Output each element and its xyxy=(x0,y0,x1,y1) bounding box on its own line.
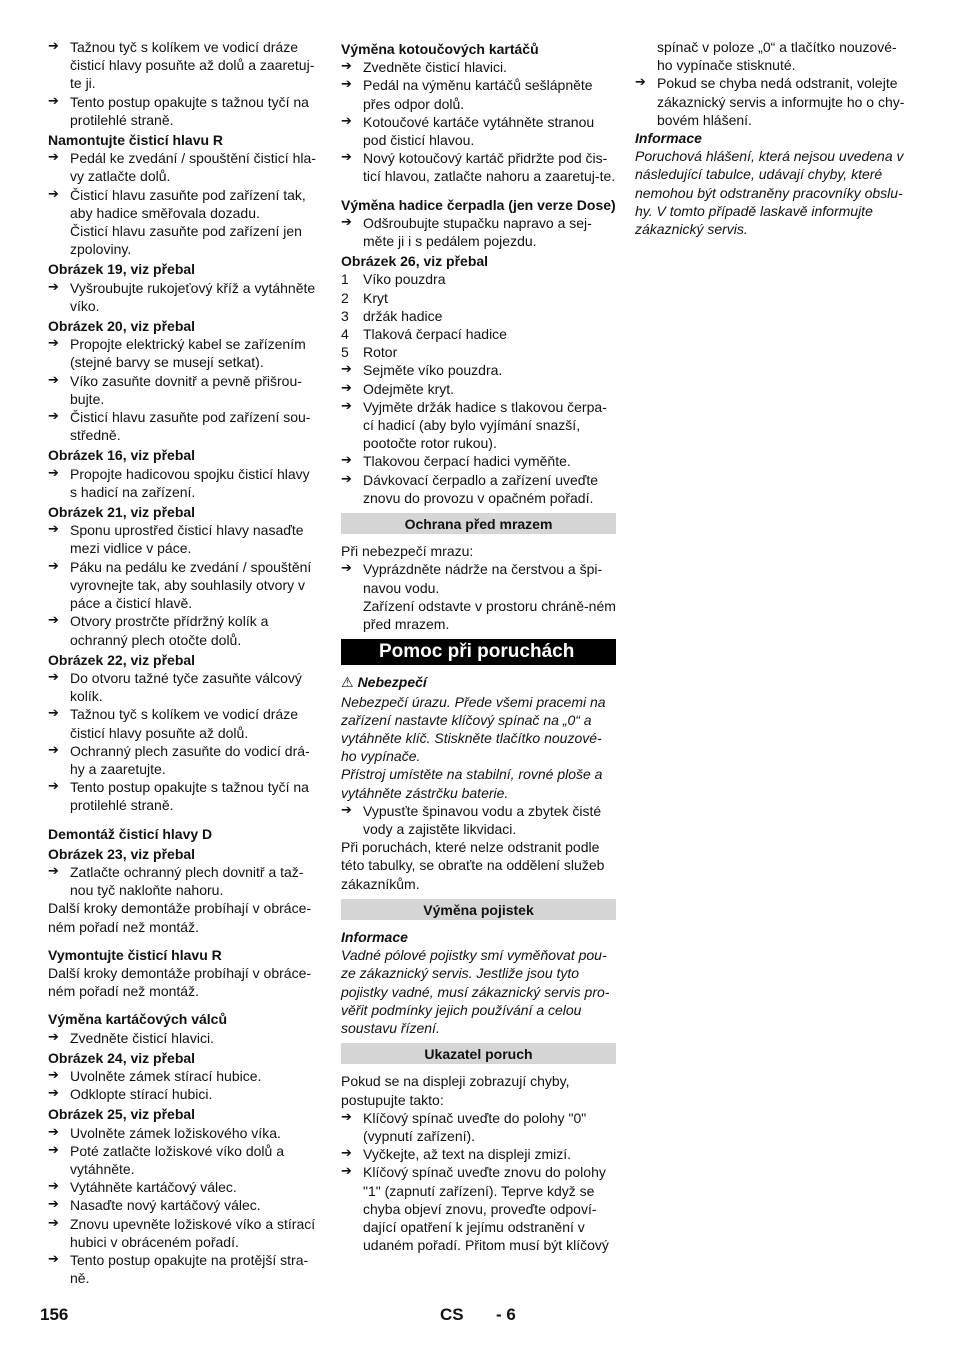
instruction-step: ➔ Vyjměte držák hadice s tlakovou čerpa-cí hadicí (aby bylo vyjímání snazší, pootočte rotor rukou). xyxy=(341,398,616,453)
info-heading: Informace xyxy=(341,928,408,945)
figure-reference: Obrázek 25, viz přebal xyxy=(48,1106,196,1123)
indented-note: Zařízení odstavte v prostoru chráně-ném před mrazem. xyxy=(363,597,616,633)
instruction-step: ➔ Klíčový spínač uveďte znovu do polohy "1" (zapnutí zařízení). Teprve když se chyba objeví znovu, proveďte odpoví-dající opatření k jejímu odstranění v udaném pořadí. Přitom musí být klíčový xyxy=(341,1163,616,1254)
instruction-step: ➔ Zvedněte čisticí hlavici. xyxy=(341,58,616,76)
indented-note: Čisticí hlavu zasuňte pod zařízení jen zpoloviny. xyxy=(70,223,302,258)
danger-heading: ⚠ Nebezpečí xyxy=(341,674,427,692)
danger-text: Nebezpečí úrazu. Přede všemi pracemi na zařízení nastavte klíčový spínač na „0“ a vytáhněte klíč. Stiskněte tlačítko nouzové-ho vypínače. xyxy=(341,693,606,765)
paragraph: Při poruchách, které nelze odstranit podle této tabulky, se obraťte na oddělení služeb zákazníkům. xyxy=(341,839,605,892)
figure-reference: Obrázek 20, viz přebal xyxy=(48,318,196,335)
danger-text: Přístroj umístěte na stabilní, rovné ploše a vytáhněte zástrčku baterie. xyxy=(341,766,603,801)
instruction-step: ➔ Poté zatlačte ložiskové víko dolů a vytáhněte. xyxy=(48,1142,320,1178)
instruction-step: ➔ Pedál ke zvedání / spouštění čisticí hla-vy zatlačte dolů. xyxy=(48,149,320,185)
instruction-step: ➔ Tažnou tyč s kolíkem ve vodicí dráze čisticí hlavy posuňte až dolů a zaaretuj-te ji. xyxy=(48,38,320,93)
paragraph: Další kroky demontáže probíhají v obráce-ném pořadí než montáž. xyxy=(48,964,312,1000)
instruction-step: ➔ Čisticí hlavu zasuňte pod zařízení tak, aby hadice směřovala dozadu. xyxy=(48,186,320,222)
instruction-step: ➔ Odejměte kryt. xyxy=(341,380,616,398)
figure-reference: Obrázek 26, viz přebal xyxy=(341,253,489,270)
instruction-step: ➔ Dávkovací čerpadlo a zařízení uveďte znovu do provozu v opačném pořadí. xyxy=(341,471,616,507)
subheading: Výměna hadice čerpadla (jen verze Dose) xyxy=(341,196,616,213)
instruction-step: ➔ Vypusťte špinavou vodu a zbytek čisté vody a zajistěte likvidaci. xyxy=(341,802,616,838)
warning-triangle-icon: ⚠ xyxy=(341,675,354,692)
instruction-step: ➔ Tento postup opakujte na protější stra-ně. xyxy=(48,1251,320,1287)
instruction-step: ➔ Pokud se chyba nedá odstranit, volejte zákaznický servis a informujte ho o chy-bovém hlášení. xyxy=(635,74,907,129)
instruction-step: ➔ Víko zasuňte dovnitř a pevně přišrou-bujte. xyxy=(48,372,320,408)
instruction-step: ➔ Nasaďte nový kartáčový válec. xyxy=(48,1196,320,1214)
instruction-step: ➔ Tlakovou čerpací hadici vyměňte. xyxy=(341,452,616,470)
column-middle xyxy=(341,38,616,1254)
indented-note: spínač v poloze „0“ a tlačítko nouzové-ho vypínače stisknuté. xyxy=(657,39,897,74)
instruction-step: ➔ Odšroubujte stupačku napravo a sej-měte ji i s pedálem pojezdu. xyxy=(341,214,616,250)
subheading: Vymontujte čisticí hlavu R xyxy=(48,946,222,963)
instruction-step: ➔ Zatlačte ochranný plech dovnitř a taž-nou tyč nakloňte nahoru. xyxy=(48,863,320,899)
subheading: Demontáž čisticí hlavy D xyxy=(48,825,213,842)
instruction-step: ➔ Pedál na výměnu kartáčů sešlápněte přes odpor dolů. xyxy=(341,76,616,112)
page-number: 156 xyxy=(40,1305,69,1324)
language-code: CS xyxy=(440,1305,464,1324)
instruction-step: ➔ Uvolněte zámek ložiskového víka. xyxy=(48,1124,320,1142)
parts-list-item: 1 Víko pouzdra xyxy=(341,271,446,288)
figure-reference: Obrázek 23, viz přebal xyxy=(48,845,196,862)
instruction-step: ➔ Sejměte víko pouzdra. xyxy=(341,361,616,379)
figure-reference: Obrázek 21, viz přebal xyxy=(48,504,196,521)
info-text: Vadné pólové pojistky smí vyměňovat pou-ze zákaznický servis. Jestliže jsou tyto pojistky vadné, musí zákaznický servis pro-věřit podmínky jejich používání a celou soustavu řízení. xyxy=(341,947,610,1036)
paragraph: Pokud se na displeji zobrazují chyby, postupujte takto: xyxy=(341,1073,570,1108)
section-page-number: - 6 xyxy=(496,1305,516,1324)
instruction-step: ➔ Otvory prostrčte přídržný kolík a ochranný plech otočte dolů. xyxy=(48,612,320,648)
instruction-step: ➔ Vyčkejte, až text na displeji zmizí. xyxy=(341,1145,616,1163)
paragraph: Další kroky demontáže probíhají v obráce-ném pořadí než montáž. xyxy=(48,900,312,935)
parts-list-item: 2 Kryt xyxy=(341,289,388,306)
section-heading-frost: Ochrana před mrazem xyxy=(341,513,616,534)
instruction-step: ➔ Zvedněte čisticí hlavici. xyxy=(48,1029,320,1047)
subheading: Výměna kartáčových válců xyxy=(48,1011,227,1028)
instruction-step: ➔ Vyšroubujte rukojeťový kříž a vytáhněte víko. xyxy=(48,279,320,315)
instruction-step: ➔ Klíčový spínač uveďte do polohy "0" (vypnutí zařízení). xyxy=(341,1109,616,1145)
instruction-step: ➔ Propojte hadicovou spojku čisticí hlavy s hadicí na zařízení. xyxy=(48,465,320,501)
instruction-step: ➔ Kotoučové kartáče vytáhněte stranou pod čisticí hlavou. xyxy=(341,113,616,149)
subheading: Namontujte čisticí hlavu R xyxy=(48,132,224,149)
instruction-step: ➔ Tento postup opakujte s tažnou tyčí na protilehlé straně. xyxy=(48,778,320,814)
instruction-step: ➔ Vytáhněte kartáčový válec. xyxy=(48,1178,320,1196)
instruction-step: ➔ Tažnou tyč s kolíkem ve vodicí dráze čisticí hlavy posuňte až dolů. xyxy=(48,705,320,741)
info-text: Poruchová hlášení, která nejsou uvedena v následující tabulce, udávají chyby, které nemohou být odstraněny pracovníky obslu-hy. V tomto případě laskavě informujte zákaznický servis. xyxy=(635,148,904,238)
section-heading-fault-indicator: Ukazatel poruch xyxy=(341,1043,616,1064)
instruction-step: ➔ Sponu uprostřed čisticí hlavy nasaďte mezi vidlice v páce. xyxy=(48,521,320,557)
column-right xyxy=(635,38,907,238)
column-left xyxy=(48,38,320,1287)
parts-list-item: 4 Tlaková čerpací hadice xyxy=(341,326,507,343)
figure-reference: Obrázek 24, viz přebal xyxy=(48,1049,196,1066)
instruction-step: ➔ Propojte elektrický kabel se zařízením (stejné barvy se musejí setkat). xyxy=(48,335,320,371)
instruction-step: ➔ Ochranný plech zasuňte do vodicí drá-hy a zaaretujte. xyxy=(48,742,320,778)
figure-reference: Obrázek 22, viz přebal xyxy=(48,651,196,668)
section-heading-fuses: Výměna pojistek xyxy=(341,899,616,920)
instruction-step: ➔ Znovu upevněte ložiskové víko a stírací hubici v obráceném pořadí. xyxy=(48,1215,320,1251)
instruction-step: ➔ Nový kotoučový kartáč přidržte pod čis-ticí hlavou, zatlačte nahoru a zaaretuj-te. xyxy=(341,149,616,185)
chapter-heading-troubleshooting: Pomoc při poruchách xyxy=(341,639,616,665)
instruction-step: ➔ Odklopte stírací hubici. xyxy=(48,1085,320,1103)
instruction-step: ➔ Vyprázdněte nádrže na čerstvou a špi-navou vodu. xyxy=(341,560,616,596)
paragraph: Při nebezpečí mrazu: xyxy=(341,543,474,560)
parts-list-item: 5 Rotor xyxy=(341,344,398,361)
instruction-step: ➔ Do otvoru tažné tyče zasuňte válcový kolík. xyxy=(48,669,320,705)
instruction-step: ➔ Tento postup opakujte s tažnou tyčí na protilehlé straně. xyxy=(48,93,320,129)
parts-list-item: 3 držák hadice xyxy=(341,307,443,324)
info-heading: Informace xyxy=(635,130,702,147)
instruction-step: ➔ Čisticí hlavu zasuňte pod zařízení sou-středně. xyxy=(48,408,320,444)
instruction-step: ➔ Uvolněte zámek stírací hubice. xyxy=(48,1067,320,1085)
subheading: Výměna kotoučových kartáčů xyxy=(341,41,539,57)
figure-reference: Obrázek 16, viz přebal xyxy=(48,447,196,464)
figure-reference: Obrázek 19, viz přebal xyxy=(48,261,196,278)
instruction-step: ➔ Páku na pedálu ke zvedání / spouštění vyrovnejte tak, aby souhlasily otvory v páce a čisticí hlavě. xyxy=(48,558,320,613)
